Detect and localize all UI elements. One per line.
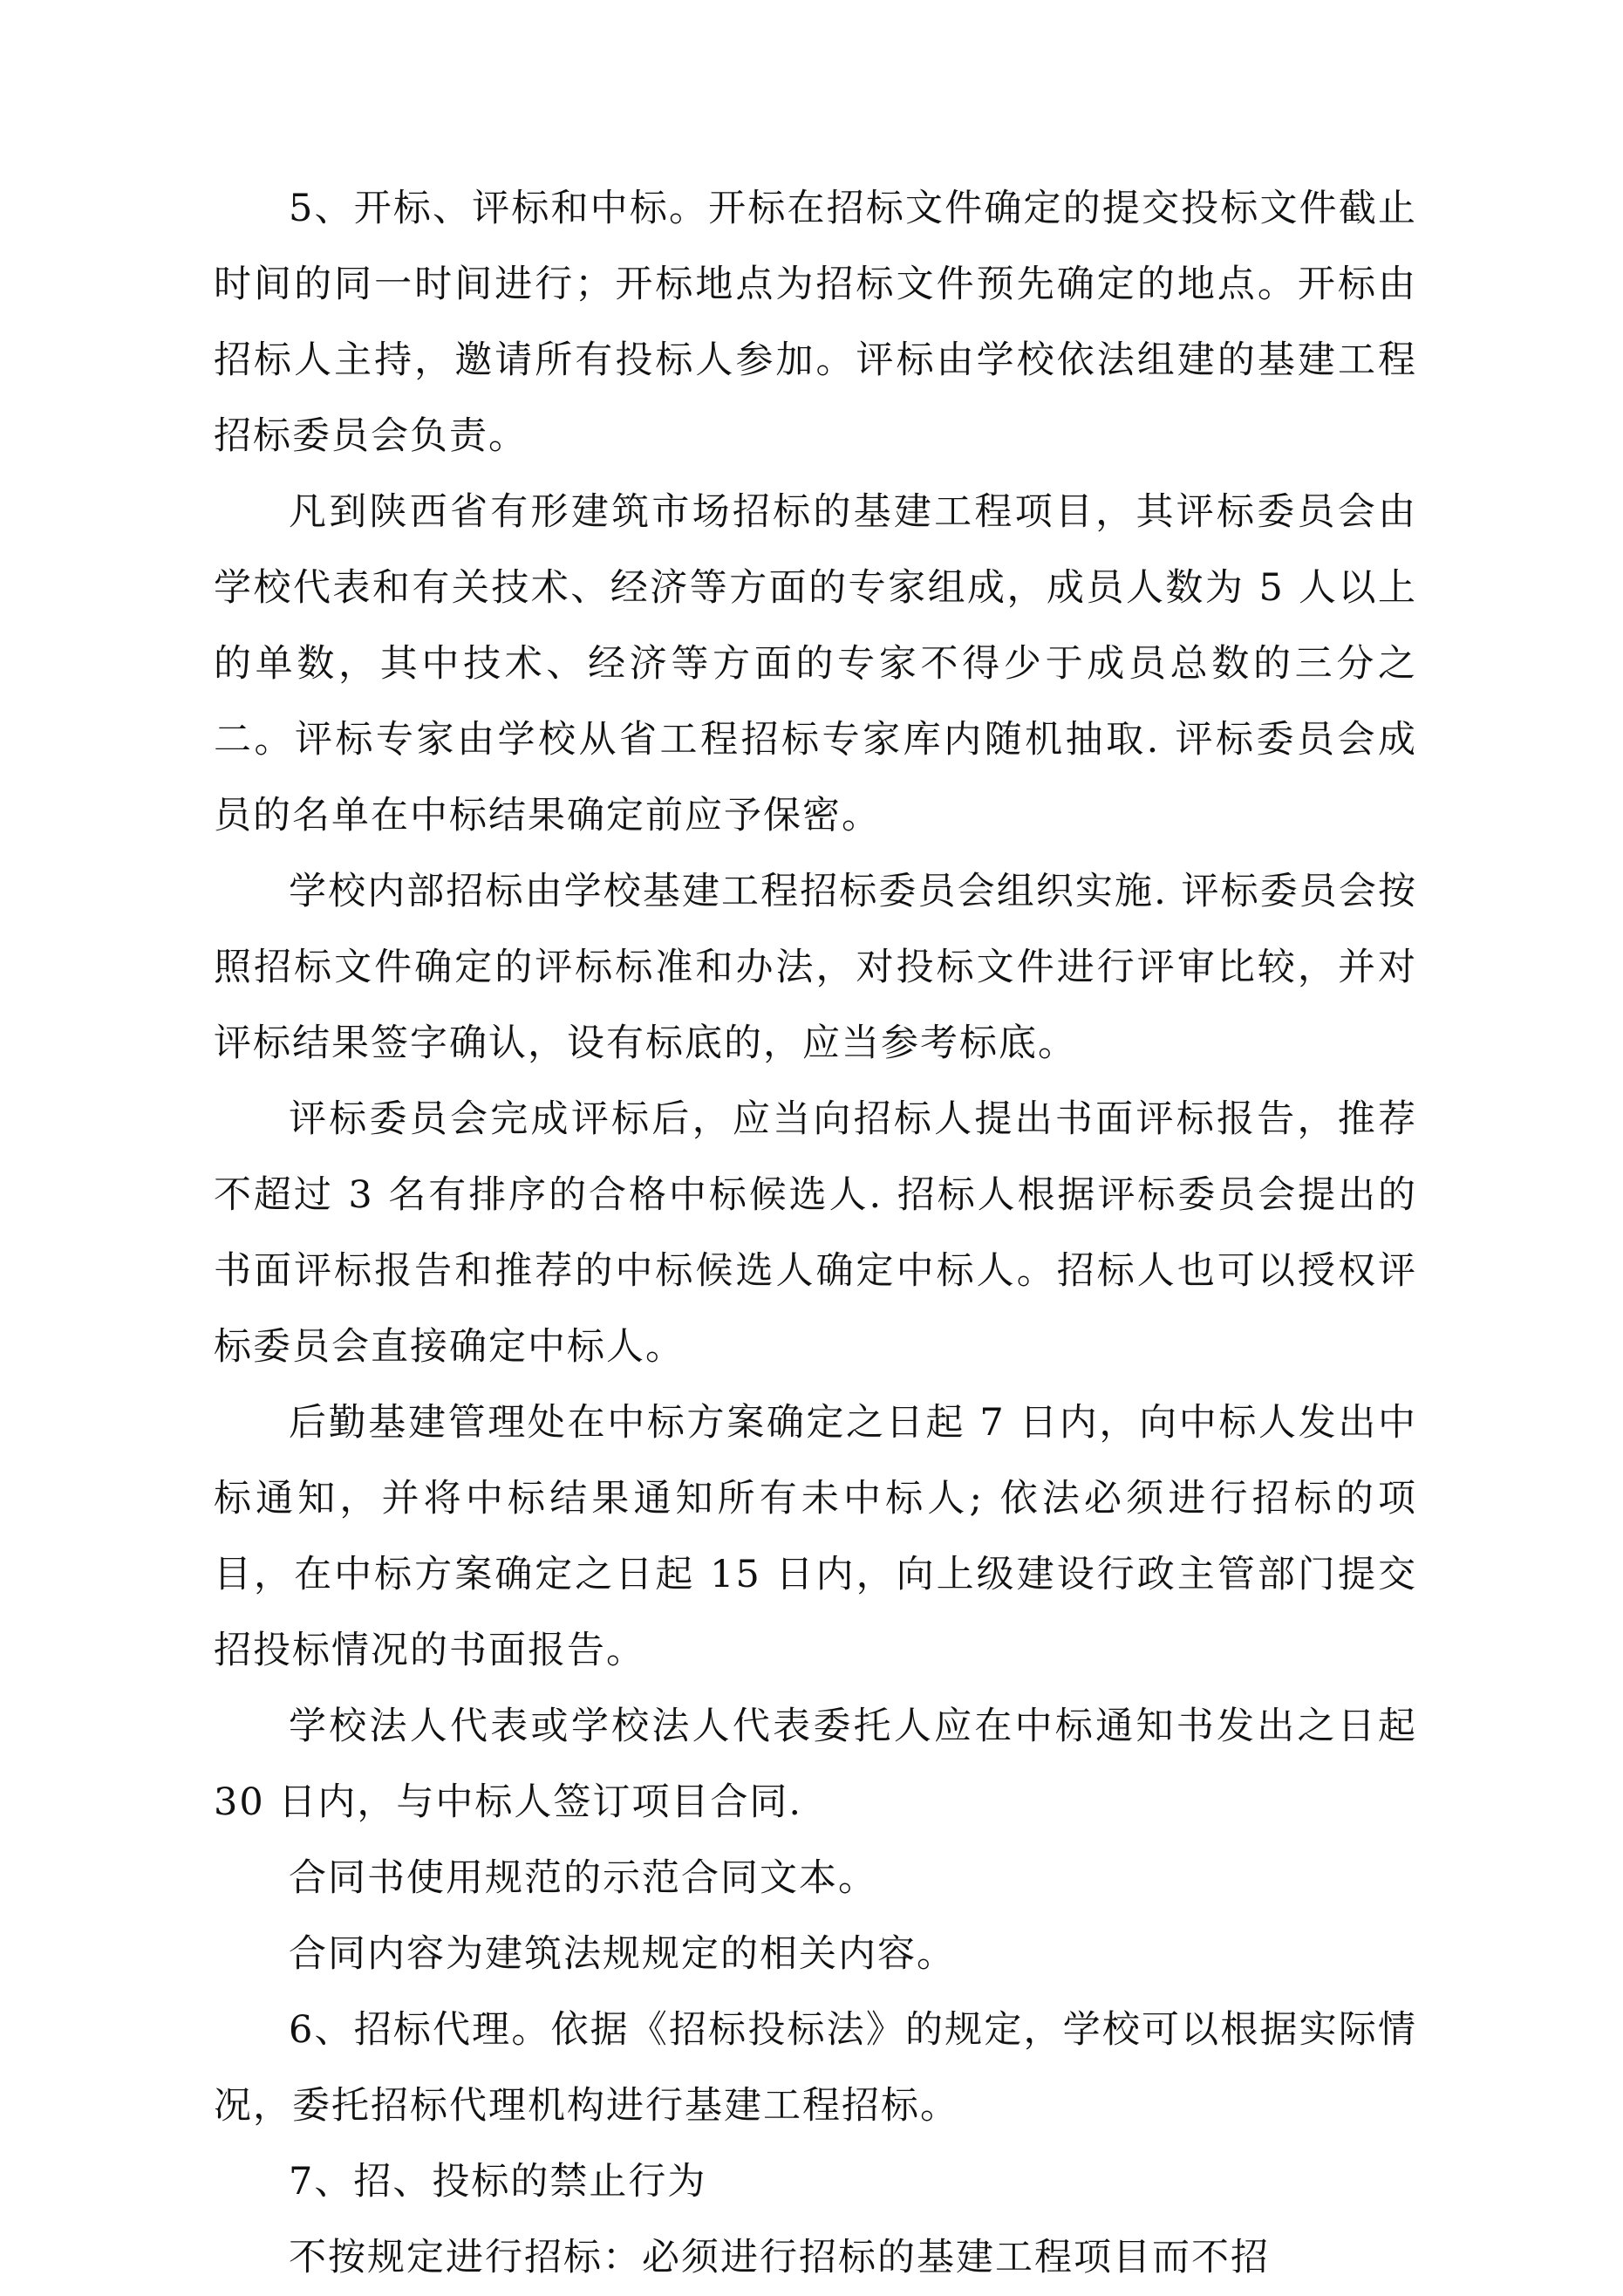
- paragraph-contract-signing: 学校法人代表或学校法人代表委托人应在中标通知书发出之日起 30 日内，与中标人签订项目合同.: [214, 1705, 1417, 1824]
- paragraph-contract-template: 合同书使用规范的示范合同文本。: [289, 1856, 877, 1900]
- paragraph-evaluation-report: 评标委员会完成评标后，应当向招标人提出书面评标报告，推荐不超过 3 名有排序的合格中标候选人. 招标人根据评标委员会提出的书面评标报告和推荐的中标候选人确定中标人。招标人也可以授权评标委员会直接确定中标人。: [214, 1097, 1418, 1369]
- paragraph-evaluation-committee: 凡到陕西省有形建筑市场招标的基建工程项目，其评标委员会由学校代表和有关技术、经济等方面的专家组成，成员人数为 5 人以上的单数，其中技术、经济等方面的专家不得少于成员总数的三分之二。评标专家由学校从省工程招标专家库内随机抽取. 评标委员会成员的名单在中标结果确定前应予保密。: [214, 490, 1417, 837]
- document-body: [214, 171, 1417, 2296]
- paragraph-prohibited-behavior: 不按规定进行招标：必须进行招标的基建工程项目而不招: [289, 2236, 1270, 2279]
- paragraph-award-notice: 后勤基建管理处在中标方案确定之日起 7 日内，向中标人发出中标通知，并将中标结果通知所有未中标人; 依法必须进行招标的项目，在中标方案确定之日起 15 日内，向上级建设行政主管部门提交招投标情况的书面报告。: [214, 1401, 1417, 1672]
- paragraph-bidding-agent: 6、招标代理。依据《招标投标法》的规定，学校可以根据实际情况，委托招标代理机构进行基建工程招标。: [214, 2008, 1417, 2128]
- paragraph-bid-opening: 5、开标、评标和中标。开标在招标文件确定的提交投标文件截止时间的同一时间进行；开标地点为招标文件预先确定的地点。开标由招标人主持，邀请所有投标人参加。评标由学校依法组建的基建工程招标委员会负责。: [214, 187, 1417, 458]
- paragraph-contract-content: 合同内容为建筑法规规定的相关内容。: [289, 1932, 956, 1976]
- paragraph-prohibited-heading: 7、招、投标的禁止行为: [289, 2160, 707, 2204]
- paragraph-internal-bidding: 学校内部招标由学校基建工程招标委员会组织实施. 评标委员会按照招标文件确定的评标标准和办法，对投标文件进行评审比较，并对评标结果签字确认，设有标底的，应当参考标底。: [214, 870, 1417, 1065]
